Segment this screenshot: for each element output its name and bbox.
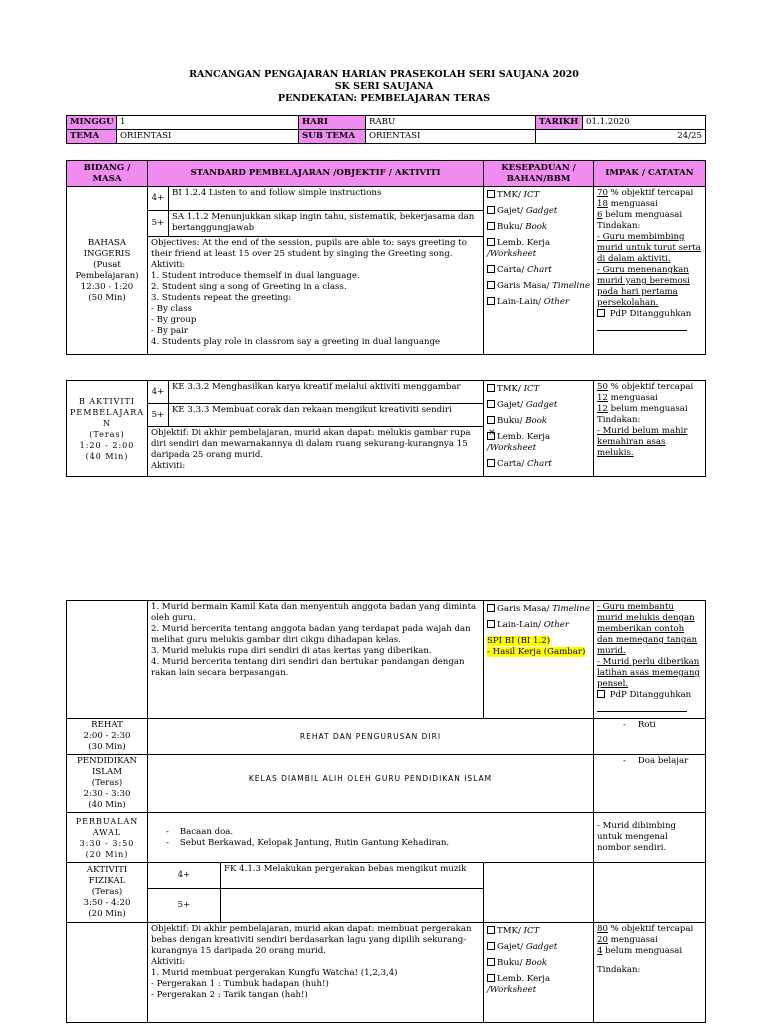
tarikh-value: 01.1.2020 [583, 116, 706, 130]
pi-time: 2:30 - 3:30 [83, 789, 131, 799]
text-span: Timeline [552, 281, 590, 291]
ba-bidang [67, 381, 148, 477]
checkbox-icon [487, 459, 495, 467]
text-span: Gajet/ [497, 206, 526, 216]
text-span: menguasai [607, 935, 658, 945]
pa-content: - Bacaan doa. - Sebut Berkawad, Kelopak Jantung, Rutin Gantung Kehadiran. [148, 813, 594, 863]
text-span: Gajet/ [497, 942, 526, 952]
cont-impak [594, 601, 706, 719]
rehat-content: REHAT DAN PENGURUSAN DIRI [148, 719, 594, 755]
pi-impak-text: Doa belajar [637, 756, 689, 766]
text-span: Buku/ [497, 958, 526, 968]
bi-step: - By pair [151, 326, 189, 336]
hari-value: RABU [366, 116, 536, 130]
header-title: RANCANGAN PENGAJARAN HARIAN PRASEKOLAH SERI SAUJANA 2020 [189, 69, 579, 80]
bi-kes-item [487, 238, 590, 260]
pi-bidang [67, 755, 148, 813]
text-span: Carta/ [497, 265, 528, 275]
af-step: - Pergerakan 1 : Tumbuk hadapan (huh!) [151, 979, 329, 989]
text-span: Garis Masa/ [497, 281, 553, 291]
spi-hasil: - Hasil Kerja (Gambar) [487, 647, 586, 657]
bi-impak-menguasai: 18 [597, 199, 608, 209]
header-approach: PENDEKATAN: PEMBELAJARAN TERAS [277, 93, 491, 104]
checkbox-icon [487, 974, 495, 982]
pa-item: Bacaan doa. [179, 826, 234, 837]
pa-impak: - Murid dibimbing untuk mengenal nombor sendiri. [594, 813, 706, 863]
ba-age-4: 4+ [148, 381, 169, 404]
bi-step: 4. Students play role in classrom say a greeting in dual languange [151, 337, 441, 347]
ba-bidang-3: N [103, 418, 111, 428]
ba-objective: Objektif: Di akhir pembelajaran, murid akan dapat: melukis gambar rupa diri sendiri dan mewarnakannya di dalam ruang sekurang-kurangnya 15 daripada 25 orang murid. [151, 428, 471, 461]
text-span: /Worksheet [487, 443, 537, 453]
pi-title: PENDIDIKAN [77, 756, 137, 766]
text-span: Chart [527, 265, 552, 275]
cont-step: 3. Murid melukis rupa diri sendiri di atas kertas yang diberikan. [151, 646, 432, 656]
ba-impak-menguasai: 12 [597, 393, 608, 403]
pa-title-2: AWAL [92, 827, 122, 837]
cont-activity [148, 601, 484, 719]
af-standard-2 [221, 889, 484, 923]
ba-kesepaduan [484, 381, 594, 477]
bi-bidang-6: (50 Min) [88, 292, 126, 303]
col-standard-header: STANDARD PEMBELAJARAN /OBJEKTIF / AKTIVITI [148, 161, 484, 187]
tema-label: TEMA [67, 130, 117, 144]
bi-activity [148, 237, 484, 355]
ba-aktiviti-label: Aktiviti: [151, 461, 186, 472]
col-bidang-header: BIDANG / MASA [67, 161, 148, 187]
text-span: Other [543, 297, 570, 307]
pa-title: PERBUALAN [75, 816, 139, 826]
bi-tindakan-label: Tindakan: [597, 221, 641, 231]
info-table [66, 115, 706, 144]
bi-kes-item [487, 281, 590, 292]
bi-kes-item [487, 206, 590, 217]
checkbox-icon [597, 690, 605, 698]
text-span: Lain-Lain/ [497, 620, 544, 630]
bi-step: 3. Students repeat the greeting: [151, 293, 292, 303]
cont-step: 2. Murid bercerita tentang anggota badan yang terdapat pada wajah dan melihat guru melukis gambar diri cikgu dihadapan kelas. [151, 624, 471, 645]
af-blank [484, 863, 594, 923]
bi-impak [594, 187, 706, 355]
bi-objective: Objectives: At the end of the session, pupils are able to: says greeting to their friend at least 15 over 25 student by singing the Greeting song. [151, 238, 467, 259]
checkbox-icon [487, 238, 495, 246]
af-bidang [67, 863, 148, 923]
subtema-label: SUB TEMA [299, 130, 366, 144]
bi-bidang-1: BAHASA [87, 237, 127, 248]
af-time: 3:50 - 4:20 [83, 898, 131, 908]
bi-kes-item [487, 222, 590, 233]
text-span: % objektif tercapai [607, 188, 694, 198]
bi-aktiviti-label: Aktiviti: [151, 260, 186, 270]
bi-age-5: 5+ [148, 211, 169, 237]
text-span: ICT [523, 190, 540, 200]
text-span: belum menguasai [602, 210, 683, 220]
rehat-time: 2:00 - 2:30 [83, 731, 131, 741]
pi-title-2: ISLAM [92, 767, 122, 777]
text-span: menguasai [607, 393, 658, 403]
bi-kes-item [487, 190, 590, 201]
text-span: Gadget [525, 400, 558, 410]
text-span: Book [525, 222, 548, 232]
pi-duration: (40 Min) [88, 800, 126, 810]
cont-bidang [67, 601, 148, 719]
text-span: Carta/ [497, 459, 528, 469]
checkbox-icon [487, 416, 495, 424]
ba-bidang-5: 1:20 - 2:00 [79, 440, 135, 450]
rehat-bidang [67, 719, 148, 755]
minggu-value: 1 [117, 116, 299, 130]
pi-type: (Teras) [91, 778, 123, 788]
ba-age-5: 5+ [148, 404, 169, 427]
text-span: Book [525, 416, 548, 426]
checkbox-icon [487, 604, 495, 612]
text-span: Buku/ [497, 416, 526, 426]
pa-bidang [67, 813, 148, 863]
text-span: ICT [523, 926, 540, 936]
bi-kes-item [487, 265, 590, 276]
af-impak [594, 923, 706, 1023]
bi-tindakan-1: - Guru membimbing murid untuk turut serta di dalam aktiviti. [597, 232, 701, 264]
text-span: Gadget [525, 942, 558, 952]
lesson-table-ba [66, 380, 706, 477]
text-span: Garis Masa/ [497, 604, 553, 614]
text-span: /Worksheet [487, 249, 537, 259]
rehat-impak-text: Roti [637, 720, 656, 730]
signature-line [597, 322, 687, 331]
af-step: 1. Murid membuat pergerakan Kungfu Watcha! (1,2,3,4) [151, 968, 398, 978]
checkbox-icon [487, 206, 495, 214]
text-span: Timeline [552, 604, 590, 614]
lesson-table-2 [66, 600, 706, 1023]
text-span: menguasai [607, 199, 658, 209]
af-bidang-cont [67, 923, 148, 1023]
af-objective: Objektif: Di akhir pembelajaran, murid akan dapat: membuat pergerakan bebas dengan kreativiti sendiri berdasarkan lagu yang dipilih sekurang-kurangnya 15 daripada 20 orang murid. [151, 924, 472, 956]
checkbox-icon [487, 926, 495, 934]
text-span: Chart [527, 459, 552, 469]
signature-line [597, 703, 687, 712]
col-impak-header: IMPAK / CATATAN [594, 161, 706, 187]
ba-tindakan-1: - Murid belum mahir kemahiran asas melukis. [597, 426, 688, 458]
af-aktiviti-label: Aktiviti: [151, 957, 186, 967]
checkbox-icon [487, 942, 495, 950]
af-impak-menguasai: 20 [597, 935, 608, 945]
ba-standard-1: KE 3.3.2 Menghasilkan karya kreatif melalui aktiviti menggambar [169, 381, 484, 404]
minggu-label: MINGGU [67, 116, 117, 130]
cont-step: 1. Murid bermain Kamil Kata dan menyentuh anggota badan yang diminta oleh guru. [151, 602, 477, 623]
text-span: Lemb. Kerja [497, 432, 551, 442]
checkbox-icon [487, 297, 495, 305]
bi-bidang-4: Pembelajaran) [75, 270, 139, 281]
af-type: (Teras) [91, 887, 123, 897]
cont-tindakan-1: - Guru membantu murid melukis dengan memberikan contoh dan memegang tangan murid. [597, 602, 698, 656]
ba-bidang-1: B AKTIVITI [78, 396, 136, 406]
text-span: Lemb. Kerja [497, 238, 551, 248]
text-span: Lain-Lain/ [497, 297, 544, 307]
text-span: Gadget [525, 206, 558, 216]
bi-bidang-5: 12:30 - 1:20 [80, 281, 134, 292]
rehat-title: REHAT [91, 720, 123, 730]
ba-bidang-2: PEMBELAJARA [70, 407, 145, 417]
col-kesepaduan-header: KESEPADUAN / BAHAN/BBM [484, 161, 594, 187]
bi-impak-percent: 70 [597, 188, 608, 198]
checkbox-icon [487, 190, 495, 198]
af-blank-2 [594, 863, 706, 923]
ba-impak [594, 381, 706, 477]
af-step: - Pergerakan 2 : Tarik tangan (hah!) [151, 990, 308, 1000]
lesson-table-1 [66, 160, 706, 355]
af-impak-percent: 80 [597, 924, 608, 934]
text-span: ICT [523, 384, 540, 394]
bi-bidang-3: (Pusat [93, 259, 121, 270]
tarikh-label: TARIKH [536, 116, 583, 130]
text-span: belum menguasai [602, 946, 683, 956]
spi-label: SPI BI (BI 1.2) [487, 636, 551, 646]
text-span: Other [543, 620, 569, 630]
cont-kesepaduan [484, 601, 594, 719]
bi-impak-belum: 6 [597, 210, 603, 220]
bi-kes-item [487, 297, 590, 308]
af-duration: (20 Min) [88, 909, 126, 919]
ba-tindakan-label: Tindakan: [597, 415, 641, 425]
ba-activity [148, 427, 484, 477]
af-age-5: 5+ [148, 889, 221, 923]
tema-value: ORIENTASI [117, 130, 299, 144]
text-span: TMK/ [497, 384, 524, 394]
bi-age-4: 4+ [148, 187, 169, 211]
af-tindakan-label: Tindakan: [597, 965, 641, 975]
bi-step: - By class [151, 304, 193, 314]
text-span: Buku/ [497, 222, 526, 232]
text-span: Book [525, 958, 548, 968]
checkbox-icon [487, 281, 495, 289]
bi-standard-2: SA 1.1.2 Menunjukkan sikap ingin tahu, sistematik, bekerjasama dan bertanggungjawab [169, 211, 484, 237]
af-standard-1: FK 4.1.3 Melakukan pergerakan bebas mengikut muzik [221, 863, 484, 889]
bi-bidang [67, 187, 148, 355]
cont-step: 4. Murid bercerita tentang diri sendiri dan bertukar pandangan dengan rakan lain secara berpasangan. [151, 657, 465, 678]
student-count: 24/25 [536, 130, 706, 144]
hari-label: HARI [299, 116, 366, 130]
cont-pdp: PdP Ditangguhkan [609, 690, 692, 700]
af-title-2: FIZIKAL [88, 876, 126, 886]
checkbox-icon [487, 265, 495, 273]
checkbox-icon [487, 384, 495, 392]
bi-tindakan-2: - Guru menenangkan murid yang beremosi pada hari pertama persekolahan. [597, 265, 690, 308]
ba-impak-percent: 50 [597, 382, 608, 392]
bi-pdp: PdP Ditangguhkan [609, 309, 692, 319]
bi-step: 2. Student sing a song of Greeting in a class. [151, 282, 347, 292]
af-title: AKTIVITI [86, 865, 128, 875]
bi-step: 1. Student introduce themself in dual language. [151, 271, 360, 281]
text-span: % objektif tercapai [607, 382, 694, 392]
subtema-value: ORIENTASI [366, 130, 536, 144]
bi-step: - By group [151, 315, 197, 325]
af-kesepaduan [484, 923, 594, 1023]
text-span: Lemb. Kerja [497, 974, 551, 984]
text-span: belum menguasai [607, 404, 688, 414]
checkbox-icon [487, 958, 495, 966]
pa-item: Sebut Berkawad, Kelopak Jantung, Rutin Gantung Kehadiran. [179, 837, 450, 848]
rehat-impak: - Roti [594, 719, 706, 755]
rehat-duration: (30 Min) [88, 742, 126, 752]
bi-bidang-2: INGGERIS [83, 248, 131, 259]
text-span: % objektif tercapai [607, 924, 694, 934]
ba-standard-2: KE 3.3.3 Membuat corak dan rekaan mengikut kreativiti sendiri [169, 404, 484, 427]
text-span: Gajet/ [497, 400, 526, 410]
checkbox-icon [487, 620, 495, 628]
bi-standard-1: BI 1.2.4 Listen to and follow simple instructions [169, 187, 484, 211]
checkbox-icon [487, 222, 495, 230]
ba-bidang-4: (Teras) [89, 429, 125, 439]
af-activity [148, 923, 484, 1023]
ba-impak-belum: 12 [597, 404, 608, 414]
cont-tindakan-2: - Murid perlu diberikan latihan asas memegang pensel. [597, 657, 700, 689]
checkbox-icon [597, 309, 605, 317]
checkbox-icon [487, 400, 495, 408]
af-impak-belum: 4 [597, 946, 603, 956]
text-span: TMK/ [497, 926, 524, 936]
pa-duration: (20 Min) [85, 849, 129, 859]
text-span: /Worksheet [487, 985, 537, 995]
text-span: TMK/ [497, 190, 524, 200]
header-school: SK SERI SAUJANA [334, 81, 434, 92]
pa-time: 3:30 - 3:50 [79, 838, 135, 848]
ba-bidang-6: (40 Min) [85, 451, 129, 461]
pi-impak: - Doa belajar [594, 755, 706, 813]
checked-checkbox-icon [487, 432, 495, 440]
bi-kesepaduan [484, 187, 594, 355]
pi-content: KELAS DIAMBIL ALIH OLEH GURU PENDIDIKAN ISLAM [148, 755, 594, 813]
af-age-4: 4+ [148, 863, 221, 889]
